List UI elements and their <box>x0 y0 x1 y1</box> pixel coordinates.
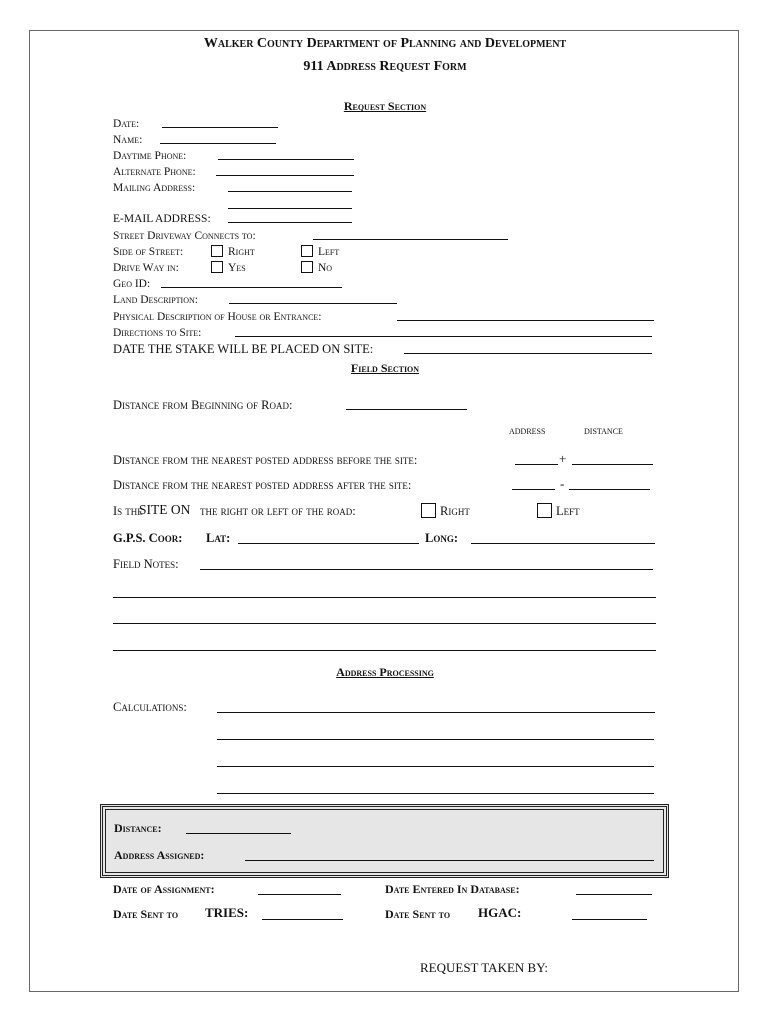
field-notes-label: Field Notes: <box>113 557 179 571</box>
tries-label: TRIES: <box>205 905 249 920</box>
org-title: Walker County Department of Planning and Development <box>203 36 567 51</box>
alternate-phone-field[interactable] <box>216 175 354 176</box>
calculations-line-1[interactable] <box>217 712 655 713</box>
date-sent-tries-prefix: Date Sent to <box>113 907 179 921</box>
before-site-address-field[interactable] <box>515 464 558 465</box>
lat-field[interactable] <box>238 543 419 544</box>
assign-distance-field[interactable] <box>186 833 291 834</box>
field-section-title: Field Section <box>350 361 420 375</box>
after-site-address-field[interactable] <box>512 489 555 490</box>
field-notes-line-4[interactable] <box>113 650 656 651</box>
geo-id-label: Geo ID: <box>113 278 151 290</box>
name-label: Name: <box>113 134 143 146</box>
directions-label: Directions to Site: <box>113 327 202 339</box>
address-assigned-field[interactable] <box>245 860 654 861</box>
email-field[interactable] <box>228 222 352 223</box>
col-distance-label: distance <box>584 425 623 437</box>
site-left-label: Left <box>556 504 580 518</box>
date-sent-hgac-field[interactable] <box>572 919 647 920</box>
request-section-title: Request Section <box>343 99 427 113</box>
before-site-label: Distance from the nearest posted address before the site: <box>113 453 418 467</box>
directions-field[interactable] <box>235 336 652 337</box>
stake-date-field[interactable] <box>404 353 652 354</box>
stake-date-label: DATE THE STAKE WILL BE PLACED ON SITE: <box>113 342 374 356</box>
site-on-suffix: the right or left of the road: <box>200 504 356 518</box>
date-entered-field[interactable] <box>576 894 652 895</box>
mailing-address-field-2[interactable] <box>228 208 352 209</box>
date-entered-label: Date Entered In Database: <box>385 882 520 896</box>
distance-beginning-field[interactable] <box>346 409 467 410</box>
col-address-label: address <box>509 425 546 437</box>
request-taken-by-label: REQUEST TAKEN BY: <box>420 960 549 975</box>
alternate-phone-label: Alternate Phone: <box>113 166 196 178</box>
physical-description-field[interactable] <box>397 320 654 321</box>
side-left-checkbox[interactable] <box>301 245 313 257</box>
calculations-label: Calculations: <box>113 700 187 714</box>
field-notes-line-2[interactable] <box>113 597 656 598</box>
site-right-label: Right <box>440 504 470 518</box>
calculations-line-3[interactable] <box>217 766 654 767</box>
minus-sign: - <box>560 476 565 491</box>
plus-sign: + <box>559 451 567 466</box>
address-assigned-label: Address Assigned: <box>114 848 205 862</box>
calculations-line-4[interactable] <box>217 793 654 794</box>
daytime-phone-field[interactable] <box>218 159 354 160</box>
mailing-address-label: Mailing Address: <box>113 182 196 194</box>
daytime-phone-label: Daytime Phone: <box>113 150 187 162</box>
assign-distance-label: Distance: <box>114 821 162 835</box>
date-sent-hgac-prefix: Date Sent to <box>385 907 451 921</box>
name-field[interactable] <box>160 143 276 144</box>
street-driveway-field[interactable] <box>313 239 508 240</box>
after-site-distance-field[interactable] <box>569 489 650 490</box>
email-label: E-MAIL ADDRESS: <box>113 213 211 225</box>
geo-id-field[interactable] <box>161 287 342 288</box>
physical-description-label: Physical Description of House or Entrance: <box>113 311 322 323</box>
lat-label: Lat: <box>206 531 231 545</box>
gps-label: G.P.S. Coor: <box>113 531 183 545</box>
street-driveway-label: Street Driveway Connects to: <box>113 230 256 242</box>
distance-beginning-label: Distance from Beginning of Road: <box>113 398 293 412</box>
calculations-line-2[interactable] <box>217 739 654 740</box>
address-processing-title: Address Processing <box>336 665 434 679</box>
side-right-label: Right <box>228 246 255 258</box>
driveway-no-label: No <box>318 262 333 274</box>
land-description-label: Land Description: <box>113 294 198 306</box>
side-of-street-label: Side of Street: <box>113 246 184 258</box>
land-description-field[interactable] <box>229 303 397 304</box>
date-label: Date: <box>113 118 140 130</box>
after-site-label: Distance from the nearest posted address after the site: <box>113 478 412 492</box>
site-right-checkbox[interactable] <box>421 503 436 518</box>
side-right-checkbox[interactable] <box>211 245 223 257</box>
assignment-box <box>100 804 669 878</box>
field-notes-line-3[interactable] <box>113 623 656 624</box>
date-of-assignment-label: Date of Assignment: <box>113 882 215 896</box>
date-field[interactable] <box>162 127 278 128</box>
before-site-distance-field[interactable] <box>572 464 653 465</box>
long-field[interactable] <box>471 543 655 544</box>
date-sent-tries-field[interactable] <box>262 919 343 920</box>
site-on-text: SITE ON <box>139 502 191 517</box>
side-left-label: Left <box>318 246 340 258</box>
mailing-address-field[interactable] <box>228 191 352 192</box>
hgac-label: HGAC: <box>478 905 522 920</box>
form-title: 911 Address Request Form <box>303 59 467 74</box>
driveway-yes-checkbox[interactable] <box>211 261 223 273</box>
date-of-assignment-field[interactable] <box>258 894 341 895</box>
driveway-in-label: Drive Way in: <box>113 262 179 274</box>
field-notes-line-1[interactable] <box>200 569 653 570</box>
driveway-yes-label: Yes <box>228 262 246 274</box>
long-label: Long: <box>425 531 459 545</box>
site-left-checkbox[interactable] <box>537 503 552 518</box>
site-on-prefix: Is the <box>113 504 143 518</box>
driveway-no-checkbox[interactable] <box>301 261 313 273</box>
